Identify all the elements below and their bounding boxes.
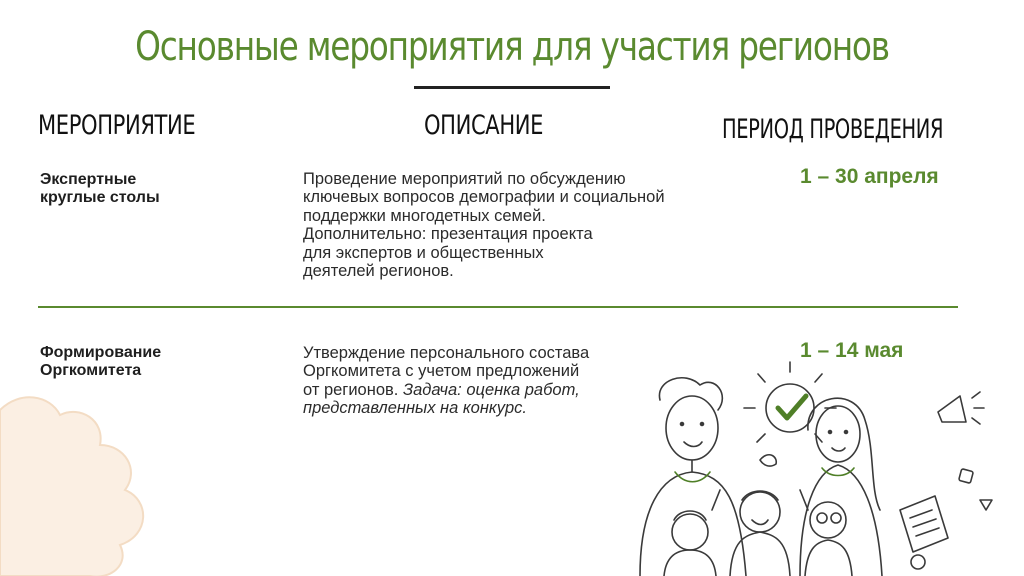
row-1-event xyxy=(40,171,240,207)
megaphone-icon xyxy=(938,392,984,424)
row-2-period: 1 – 14 мая xyxy=(800,339,904,362)
column-header-period: ПЕРИОД ПРОВЕДЕНИЯ xyxy=(722,114,944,145)
square-decoration xyxy=(959,469,974,484)
description-line: деятелей регионов. xyxy=(303,262,454,281)
column-header-description: ОПИСАНИЕ xyxy=(424,110,544,141)
description-line: Проведение мероприятий по обсуждению xyxy=(303,170,626,188)
column-header-event: МЕРОПРИЯТИЕ xyxy=(38,110,196,141)
description-line: Дополнительно: презентация проекта xyxy=(303,225,593,244)
document-icon xyxy=(900,496,948,569)
event-line: Оргкомитета xyxy=(40,362,142,379)
description-line: Утверждение персонального состава xyxy=(303,344,590,362)
page-title: Основные мероприятия для участия регионов xyxy=(135,24,889,70)
row-1-period: 1 – 30 апреля xyxy=(800,165,939,188)
children-figures xyxy=(664,490,852,576)
dove-icon xyxy=(760,455,776,466)
row-1-description xyxy=(303,170,783,280)
row-2-event xyxy=(40,344,240,380)
description-line: для экспертов и общественных xyxy=(303,243,544,262)
title-underline xyxy=(414,86,610,89)
triangle-decoration xyxy=(980,500,992,510)
father-figure xyxy=(640,378,746,576)
event-line: Экспертные xyxy=(40,171,137,188)
description-italic-text: представленных на конкурс. xyxy=(303,399,527,418)
description-italic-text: Задача: оценка работ, xyxy=(402,380,580,399)
description-line: поддержки многодетных семей. xyxy=(303,206,546,225)
description-line: ключевых вопросов демографии и социальной xyxy=(303,188,665,207)
cloud-decoration xyxy=(0,390,160,576)
event-line: круглые столы xyxy=(40,189,160,206)
description-line: Оргкомитета с учетом предложений xyxy=(303,362,580,381)
row-divider xyxy=(38,306,958,308)
family-illustration xyxy=(600,360,1024,576)
description-line-mixed: от регионов. Задача: оценка работ, xyxy=(303,380,580,399)
event-line: Формирование xyxy=(40,344,162,361)
